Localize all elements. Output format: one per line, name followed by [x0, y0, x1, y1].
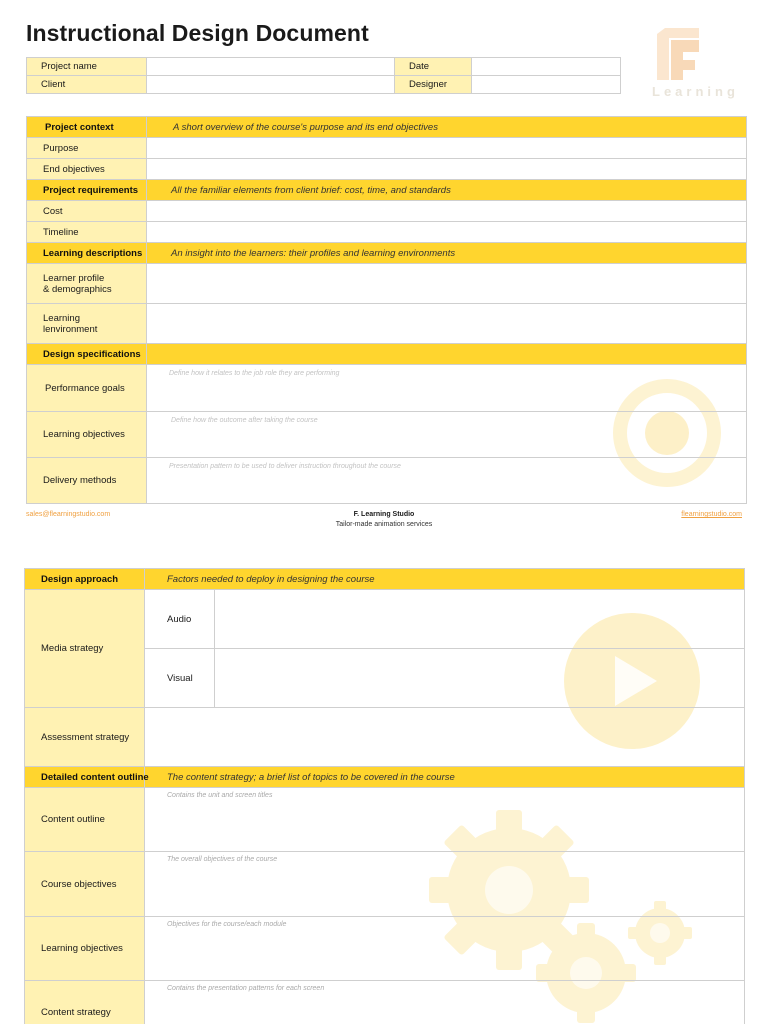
learner-profile-field[interactable] [147, 264, 747, 304]
visual-field[interactable] [215, 649, 745, 708]
learning-environment-label: Learning lenvironment [27, 304, 147, 344]
learning-descriptions-header: Learning descriptions [27, 243, 147, 264]
footer-company-name: F. Learning Studio [353, 511, 415, 518]
content-outline-field[interactable]: Contains the unit and screen titles [145, 788, 745, 852]
performance-goals-label: Performance goals [27, 365, 147, 412]
detailed-content-outline-desc: The content strategy; a brief list of topics to be covered in the course [145, 767, 745, 788]
audio-field[interactable] [215, 590, 745, 649]
timeline-field[interactable] [147, 222, 747, 243]
designer-field[interactable] [472, 76, 621, 94]
learning-environment-field[interactable] [147, 304, 747, 344]
cost-label: Cost [27, 201, 147, 222]
course-objectives-label: Course objectives [25, 852, 145, 917]
cost-field[interactable] [147, 201, 747, 222]
project-overview-table [26, 116, 747, 504]
footer-email-link[interactable]: sales@flearningstudio.com [26, 511, 111, 518]
footer-tagline: Tailor-made animation services [335, 521, 433, 528]
assessment-strategy-field[interactable] [145, 708, 745, 767]
end-objectives-label: End objectives [27, 159, 147, 180]
date-label: Date [395, 58, 472, 76]
delivery-methods-label: Delivery methods [27, 458, 147, 504]
design-approach-table [24, 568, 745, 1024]
project-context-header: Project context [27, 117, 147, 138]
logo-mark-icon [655, 26, 699, 80]
learning-objectives-field[interactable]: Define how the outcome after taking the course [147, 412, 747, 458]
client-label: Client [27, 76, 147, 94]
purpose-label: Purpose [27, 138, 147, 159]
design-specifications-header: Design specifications [27, 344, 147, 365]
assessment-strategy-label: Assessment strategy [25, 708, 145, 767]
project-requirements-header: Project requirements [27, 180, 147, 201]
media-strategy-label: Media strategy [25, 590, 145, 708]
design-specifications-desc [147, 344, 747, 365]
purpose-field[interactable] [147, 138, 747, 159]
logo-text: Learning [652, 84, 739, 99]
delivery-methods-field[interactable]: Presentation pattern to be used to deliver instruction throughout the course [147, 458, 747, 504]
course-objectives-field[interactable]: The overall objectives of the course [145, 852, 745, 917]
content-strategy-field[interactable]: Contains the presentation patterns for each screen [145, 981, 745, 1024]
client-field[interactable] [147, 76, 395, 94]
project-name-label: Project name [27, 58, 147, 76]
timeline-label: Timeline [27, 222, 147, 243]
learning-objectives-label: Learning objectives [27, 412, 147, 458]
learner-profile-label: Learner profile & demographics [27, 264, 147, 304]
end-objectives-field[interactable] [147, 159, 747, 180]
design-approach-desc: Factors needed to deploy in designing the course [145, 569, 745, 590]
content-learning-objectives-label: Learning objectives [25, 917, 145, 981]
project-requirements-desc: All the familiar elements from client brief: cost, time, and standards [147, 180, 747, 201]
content-learning-objectives-field[interactable]: Objectives for the course/each module [145, 917, 745, 981]
project-info-table [26, 57, 621, 94]
design-approach-header: Design approach [25, 569, 145, 590]
learning-descriptions-desc: An insight into the learners: their profiles and learning environments [147, 243, 747, 264]
detailed-content-outline-header: Detailed content outline [25, 767, 145, 788]
audio-label: Audio [145, 590, 215, 649]
designer-label: Designer [395, 76, 472, 94]
logo [652, 26, 744, 102]
date-field[interactable] [472, 58, 621, 76]
content-outline-label: Content outline [25, 788, 145, 852]
project-context-desc: A short overview of the course's purpose and its end objectives [147, 117, 747, 138]
performance-goals-field[interactable]: Define how it relates to the job role they are performing [147, 365, 747, 412]
footer-site-link[interactable]: flearningstudio.com [681, 511, 742, 518]
project-name-field[interactable] [147, 58, 395, 76]
document-title: Instructional Design Document [26, 20, 369, 46]
content-strategy-label: Content strategy [25, 981, 145, 1024]
visual-label: Visual [145, 649, 215, 708]
